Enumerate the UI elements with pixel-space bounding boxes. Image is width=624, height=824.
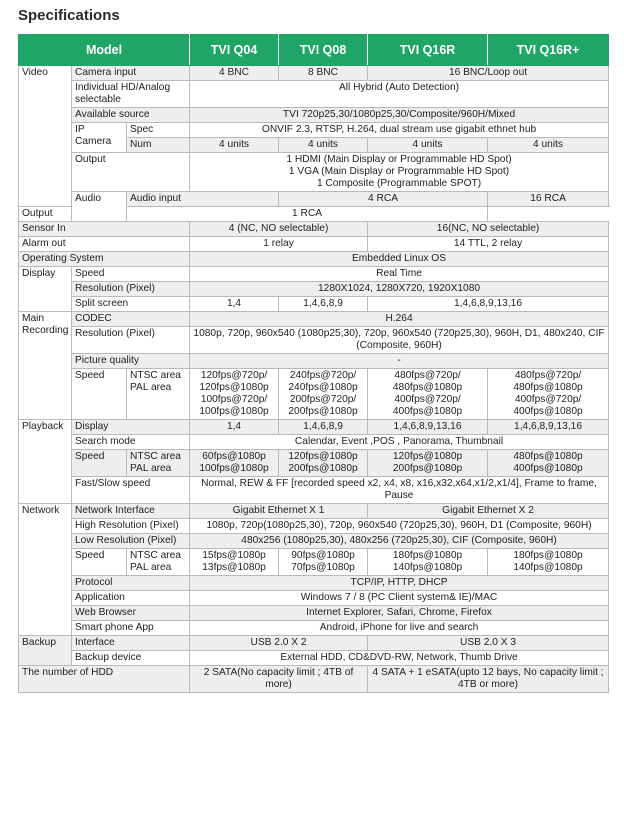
cell	[279, 450, 368, 477]
cell: Normal, REW & FF [recorded speed x2, x4, x8, x16,x32,x64,x1/2,x1/4], Frame to frame, Pause	[190, 477, 609, 504]
cell-line: 180fps@1080p	[392, 550, 463, 561]
row-label: Picture quality	[72, 354, 190, 369]
cell-line: 1 Composite (Programmable SPOT)	[316, 178, 482, 189]
table-row	[19, 420, 609, 435]
table-row	[19, 450, 609, 477]
row-label: Low Resolution (Pixel)	[72, 534, 190, 549]
row-label: Resolution (Pixel)	[72, 327, 190, 354]
table-row	[19, 369, 609, 420]
category-sensor-in: Sensor In	[19, 222, 190, 237]
table-row	[19, 153, 609, 192]
header-tvi-q08: TVI Q08	[279, 35, 368, 66]
category-video: Video	[19, 66, 72, 207]
category-alarm-out: Alarm out	[19, 237, 190, 252]
cell: -	[190, 354, 609, 369]
table-row	[19, 549, 609, 576]
cell: 1 relay	[190, 237, 368, 252]
cell: 1280X1024, 1280X720, 1920X1080	[190, 282, 609, 297]
cell-line: 200fps@720p/	[289, 394, 357, 405]
table-row	[19, 312, 609, 327]
cell: 1,4,6,8,9,13,16	[368, 297, 609, 312]
category-playback: Playback	[19, 420, 72, 504]
row-label: Web Browser	[72, 606, 190, 621]
row-label: High Resolution (Pixel)	[72, 519, 190, 534]
cell: Real Time	[190, 267, 609, 282]
cell	[368, 450, 488, 477]
table-row	[19, 435, 609, 450]
table-row	[19, 207, 609, 222]
row-label: Output	[19, 207, 127, 222]
spec-table	[18, 34, 609, 693]
table-row	[19, 477, 609, 504]
table-row	[19, 192, 609, 207]
cell-line: 240fps@720p/	[289, 370, 357, 381]
row-label: Application	[72, 591, 190, 606]
cell-line: 200fps@1080p	[288, 406, 358, 417]
ntsc-label: NTSC area	[130, 370, 181, 381]
cell: 16 RCA	[488, 192, 609, 207]
cell: Calendar, Event ,POS , Panorama, Thumbnail	[190, 435, 609, 450]
cell: H.264	[190, 312, 609, 327]
table-row	[19, 252, 609, 267]
row-label: Audio input	[127, 192, 279, 207]
cell: 4 SATA + 1 eSATA(upto 12 bays, No capacity limit ; 4TB or more)	[368, 666, 609, 693]
cell: Android, iPhone for live and search	[190, 621, 609, 636]
row-label: Network Interface	[72, 504, 190, 519]
cell: 1,4,6,8,9,13,16	[488, 420, 609, 435]
row-sublabel	[127, 549, 190, 576]
table-row	[19, 519, 609, 534]
row-label: Interface	[72, 636, 190, 651]
cell: All Hybrid (Auto Detection)	[190, 81, 609, 108]
cell: 1080p, 720p, 960x540 (1080p25,30), 720p, 960x540 (720p25,30), 960H, D1, 480x240, CIF (Composite, 960H)	[190, 327, 609, 354]
cell: 1,4,6,8,9	[279, 420, 368, 435]
cell-line: 400fps@1080p	[513, 406, 583, 417]
cell-line: 1 VGA (Main Display or Programmable HD Spot)	[288, 166, 510, 177]
header-model: Model	[19, 35, 190, 66]
cell-line: 15fps@1080p	[202, 550, 266, 561]
header-row	[19, 35, 609, 66]
table-row	[19, 576, 609, 591]
table-row	[19, 108, 609, 123]
row-label: CODEC	[72, 312, 190, 327]
cell-line: 120fps@1080p	[392, 451, 463, 462]
category-display: Display	[19, 267, 72, 312]
cell-line: 480fps@1080p	[513, 451, 583, 462]
row-label: Display	[72, 420, 190, 435]
row-label: Smart phone App	[72, 621, 190, 636]
cell: 14 TTL, 2 relay	[368, 237, 609, 252]
cell: TVI 720p25,30/1080p25,30/Composite/960H/Mixed	[190, 108, 609, 123]
cell: 4 units	[279, 138, 368, 153]
table-row	[19, 222, 609, 237]
table-row	[19, 606, 609, 621]
cell: TCP/IP, HTTP, DHCP	[190, 576, 609, 591]
cell	[368, 549, 488, 576]
pal-label: PAL area	[130, 463, 172, 474]
cell	[488, 450, 609, 477]
cell	[279, 369, 368, 420]
table-row	[19, 123, 609, 138]
cell	[190, 549, 279, 576]
cell-line: 1 HDMI (Main Display or Programmable HD Spot)	[286, 154, 512, 165]
row-label: Protocol	[72, 576, 190, 591]
table-row	[19, 297, 609, 312]
row-label: Speed	[72, 369, 127, 420]
row-sublabel	[127, 369, 190, 420]
category-backup: Backup	[19, 636, 72, 666]
row-sublabel	[127, 450, 190, 477]
cell-line: 400fps@720p/	[514, 394, 582, 405]
cell: 2 SATA(No capacity limit ; 4TB of more)	[190, 666, 368, 693]
cell: External HDD, CD&DVD-RW, Network, Thumb Drive	[190, 651, 609, 666]
cell-line: 13fps@1080p	[202, 562, 266, 573]
cell-line: 180fps@1080p	[513, 550, 583, 561]
cell-line: 120fps@720p/	[200, 370, 268, 381]
cell-line: 400fps@1080p	[513, 463, 583, 474]
page-title: Specifications	[18, 7, 120, 24]
cell: 16 BNC/Loop out	[368, 66, 609, 81]
table-row	[19, 651, 609, 666]
cell: 480x256 (1080p25,30), 480x256 (720p25,30), CIF (Composite, 960H)	[190, 534, 609, 549]
cell: Gigabit Ethernet X 2	[368, 504, 609, 519]
row-label: Backup device	[72, 651, 190, 666]
row-label: Individual HD/Analog selectable	[72, 81, 190, 108]
table-row	[19, 81, 609, 108]
table-row	[19, 327, 609, 354]
cell: 16(NC, NO selectable)	[368, 222, 609, 237]
cell-line: 480fps@720p/	[394, 370, 461, 381]
cell: USB 2.0 X 2	[190, 636, 368, 651]
header-tvi-q16r: TVI Q16R	[368, 35, 488, 66]
cell-line: 60fps@1080p	[202, 451, 266, 462]
table-row	[19, 282, 609, 297]
row-sublabel: Spec	[127, 123, 190, 138]
row-label: Camera input	[72, 66, 190, 81]
table-row	[19, 534, 609, 549]
cell: 4 units	[368, 138, 488, 153]
row-label: Fast/Slow speed	[72, 477, 190, 504]
cell: 4 units	[190, 138, 279, 153]
row-label: Search mode	[72, 435, 190, 450]
row-label: Output	[72, 153, 190, 192]
cell: 1,4,6,8,9,13,16	[368, 420, 488, 435]
header-tvi-q04: TVI Q04	[190, 35, 279, 66]
cell: Windows 7 / 8 (PC Client system& IE)/MAC	[190, 591, 609, 606]
category-main-recording: Main Recording	[19, 312, 72, 420]
cell	[190, 450, 279, 477]
cell: Internet Explorer, Safari, Chrome, Firefox	[190, 606, 609, 621]
cell: Embedded Linux OS	[190, 252, 609, 267]
cell-line: 140fps@1080p	[392, 562, 463, 573]
cell: 1 RCA	[127, 207, 488, 222]
table-row	[19, 237, 609, 252]
row-label: Split screen	[72, 297, 190, 312]
cell-line: 100fps@1080p	[199, 463, 269, 474]
table-row	[19, 591, 609, 606]
cell: 1,4	[190, 297, 279, 312]
table-row	[19, 267, 609, 282]
cell	[279, 549, 368, 576]
row-label: Speed	[72, 450, 127, 477]
cell-line: 200fps@1080p	[288, 463, 358, 474]
table-row	[19, 666, 609, 693]
cell: 4 RCA	[279, 192, 488, 207]
table-row	[19, 636, 609, 651]
cell: 8 BNC	[279, 66, 368, 81]
row-label: Available source	[72, 108, 190, 123]
cell-line: 90fps@1080p	[291, 550, 355, 561]
row-label: Speed	[72, 267, 190, 282]
cell: 1,4,6,8,9	[279, 297, 368, 312]
cell: 1,4	[190, 420, 279, 435]
cell-line: 140fps@1080p	[513, 562, 583, 573]
cell: 4 (NC, NO selectable)	[190, 222, 368, 237]
row-label: Resolution (Pixel)	[72, 282, 190, 297]
cell	[368, 369, 488, 420]
cell	[190, 153, 609, 192]
category-audio: Audio	[72, 192, 127, 222]
ntsc-label: NTSC area	[130, 451, 181, 462]
cell-line: 100fps@1080p	[199, 406, 269, 417]
table-row	[19, 621, 609, 636]
category-number-of-hdd: The number of HDD	[19, 666, 190, 693]
row-sublabel: Num	[127, 138, 190, 153]
cell-line: 480fps@720p/	[514, 370, 582, 381]
cell: 4 BNC	[190, 66, 279, 81]
cell	[190, 369, 279, 420]
cell: 1080p, 720p(1080p25,30), 720p, 960x540 (720p25,30), 960H, D1 (Composite, 960H)	[190, 519, 609, 534]
row-label: Speed	[72, 549, 127, 576]
cell-line: 240fps@1080p	[288, 382, 358, 393]
cell	[488, 369, 609, 420]
cell-line: 100fps@720p/	[200, 394, 268, 405]
cell-line: 400fps@1080p	[392, 406, 463, 417]
table-row	[19, 66, 609, 81]
cell-line: 480fps@1080p	[392, 382, 463, 393]
cell: USB 2.0 X 3	[368, 636, 609, 651]
cell-line: 70fps@1080p	[291, 562, 355, 573]
cell: Gigabit Ethernet X 1	[190, 504, 368, 519]
header-tvi-q16r-plus: TVI Q16R+	[488, 35, 609, 66]
category-operating-system: Operating System	[19, 252, 190, 267]
table-row	[19, 354, 609, 369]
cell-line: 480fps@1080p	[513, 382, 583, 393]
pal-label: PAL area	[130, 562, 172, 573]
pal-label: PAL area	[130, 382, 172, 393]
table-row	[19, 504, 609, 519]
category-network: Network	[19, 504, 72, 636]
cell-line: 120fps@1080p	[199, 382, 269, 393]
ntsc-label: NTSC area	[130, 550, 181, 561]
cell-line: 200fps@1080p	[392, 463, 463, 474]
cell: 4 units	[488, 138, 609, 153]
cell-line: 400fps@720p/	[394, 394, 461, 405]
cell: ONVIF 2.3, RTSP, H.264, dual stream use gigabit ethnet hub	[190, 123, 609, 138]
cell-line: 120fps@1080p	[288, 451, 358, 462]
row-label: IP Camera	[72, 123, 127, 153]
cell	[488, 549, 609, 576]
